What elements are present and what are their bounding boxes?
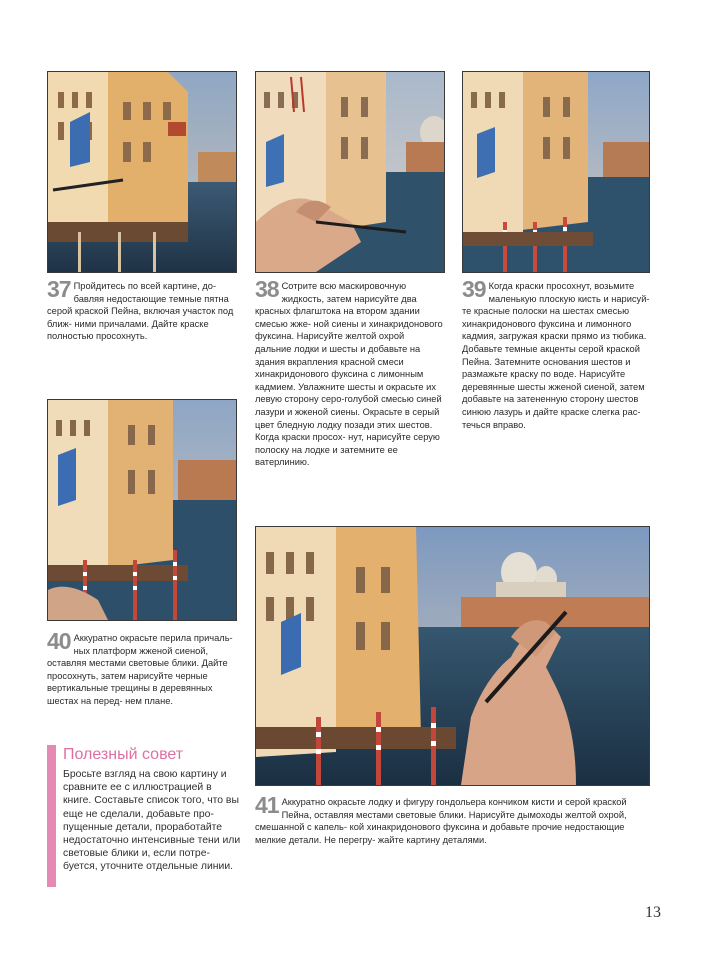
step-41-painting (255, 526, 650, 786)
step-number: 39 (462, 276, 486, 302)
tip-box (47, 745, 239, 887)
step-38-painting (255, 71, 445, 273)
page-number: 13 (645, 904, 661, 921)
tip-text: Бросьте взгляд на свою картину и сравните ее с иллюстрацией в книге. Составьте список того, что вы еще не сделали, добавьте про- пущенные детали, проработайте недостаточно интенсивные тени или световые блики и, если потре- буется, уточните отдельные линии. (63, 769, 241, 873)
step-40-caption (47, 628, 239, 708)
step-number: 40 (47, 628, 71, 654)
step-41-caption (255, 792, 653, 846)
step-40-painting (47, 399, 237, 621)
step-37-caption (47, 276, 235, 343)
step-number: 37 (47, 276, 71, 302)
step-text: Сотрите всю маскировочную жидкость, затем нарисуйте два красных флагштока на втором здании смесью жже- ной сиены и хинакридонового фуксина. Нарисуйте желтой охрой дальние лодки и шесты и добавьте на здания вкрапления красной смеси хинакридонового фуксина с лимонным кадмием. Увлажните шесты и окрасьте их левую сторону серо-голубой смесью синей лазури и жженой сиены. Окрасьте в серый цвет бледную лодку позади этих шестов. Когда краски просох- нут, нарисуйте серую полоску на лодке и затемните ее ватерлинию. (255, 281, 443, 468)
tip-title: Полезный совет (63, 746, 184, 763)
step-38-caption (255, 276, 443, 469)
step-number: 41 (255, 792, 279, 818)
step-text: Аккуратно окрасьте перила причаль- ных платформ жженой сиеной, оставляя местами световые блики. Дайте просохнуть, затем нарисуйте черные вертикальные трещины в деревянных шестах на перед- нем плане. (47, 633, 233, 706)
tip-accent-bar (47, 745, 56, 887)
step-37-painting (47, 71, 237, 273)
step-39-painting (462, 71, 650, 273)
step-text: Аккуратно окрасьте лодку и фигуру гондольера кончиком кисти и серой краской Пейна, оставляя местами световые блики. Нарисуйте дымоходы желтой охрой, смешанной с капель- кой хинакридонового фуксина и добавьте прочие недостающие мелкие детали. Не перегру- жайте картину деталями. (255, 797, 627, 845)
step-39-caption (462, 276, 650, 431)
step-text: Пройдитесь по всей картине, до- бавляя недостающие темные пятна серой краской Пейна, включая участок под ближ- ними причалами. Дайте краске полностью просохнуть. (47, 281, 234, 342)
step-text: Когда краски просохнут, возьмите маленькую плоскую кисть и нарисуй- те красные полоски на шестах смесью хинакридонового фуксина и лимонного кадмия, загружая краски прямо из тюбика. Добавьте темные акценты серой краской Пейна. Затемните основания шестов и размажьте краску по воде. Нарисуйте деревянные шесты жженой сиеной, затем добавьте на затененную сторону шестов синюю лазурь и дайте краске слегка рас- течься вправо. (462, 281, 650, 430)
step-number: 38 (255, 276, 279, 302)
